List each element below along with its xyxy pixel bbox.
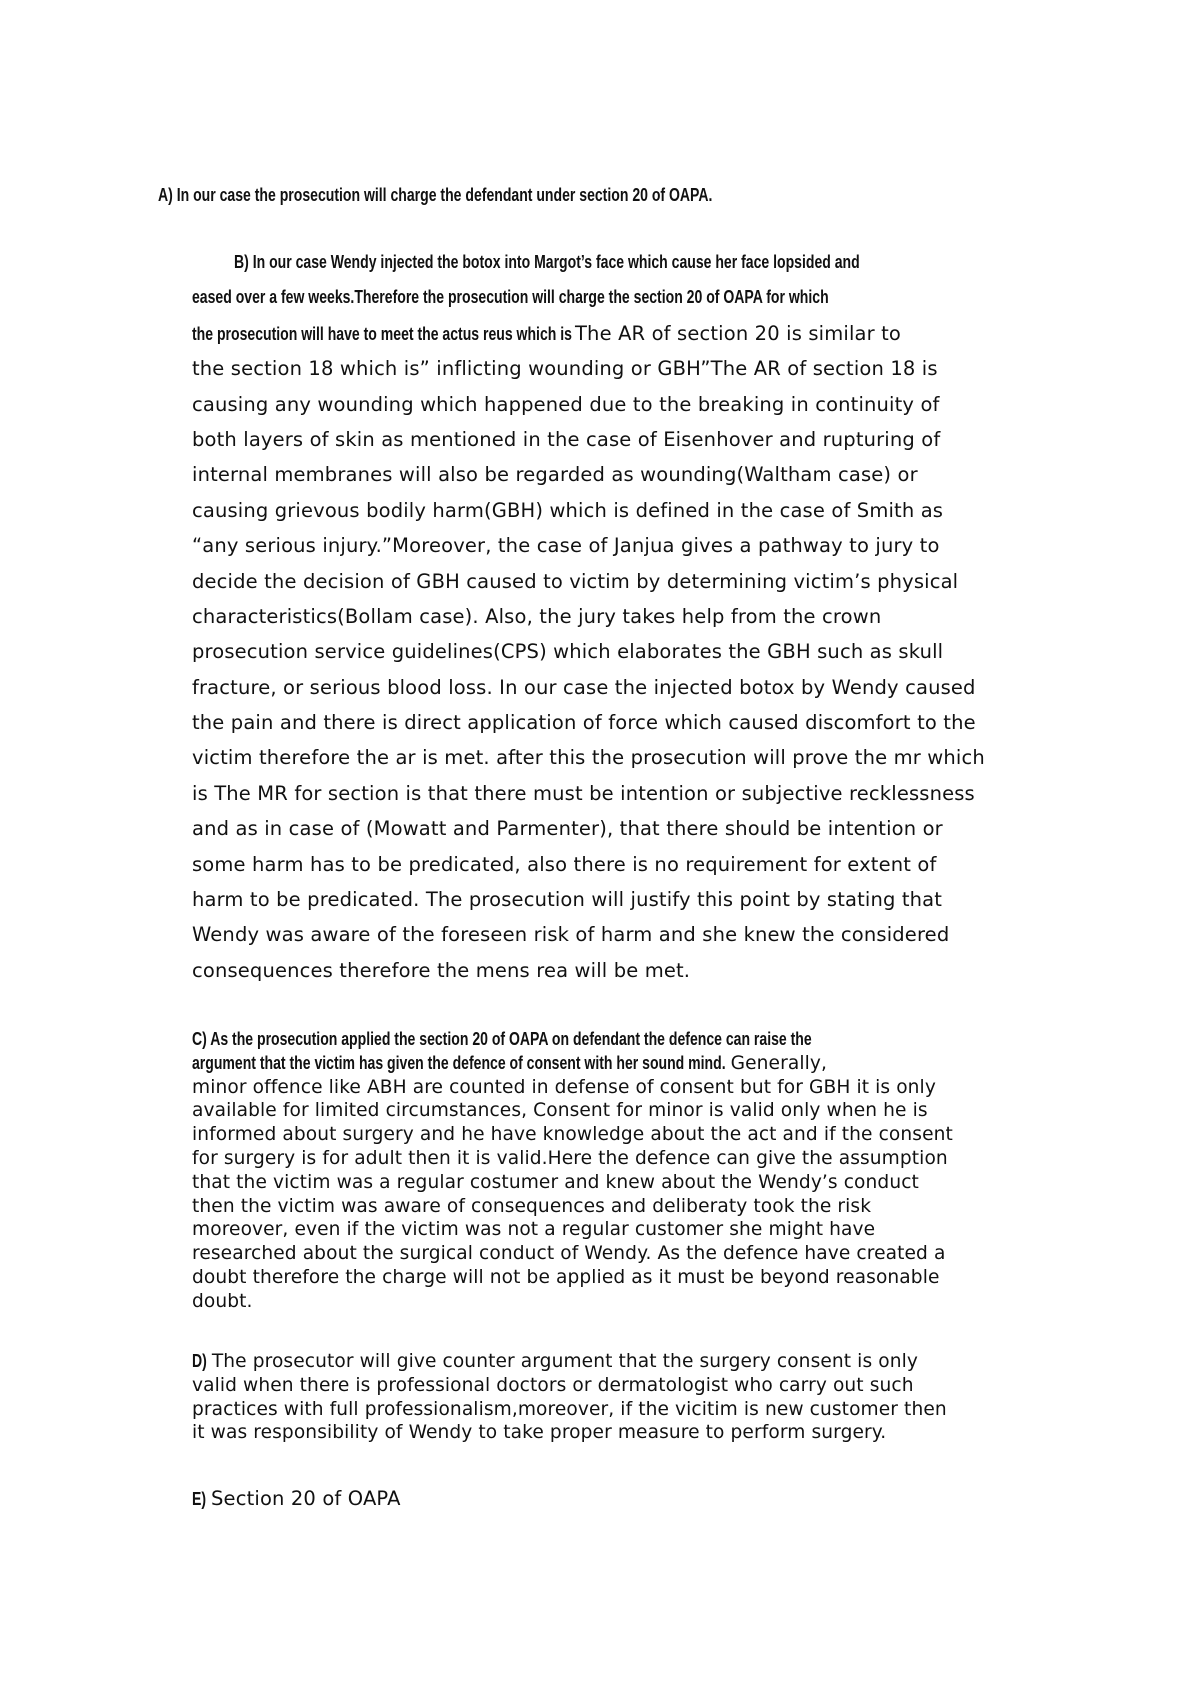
paragraph-b-text: causing grievous bodily harm(GBH) which is defined in the case of Smith as [192,498,944,522]
paragraph-c-text: available for limited circumstances, Consent for minor is valid only when he is [192,1100,928,1122]
paragraph-b-text: the section 18 which is” inflicting wounding or GBH”The AR of section 18 is [192,357,938,381]
paragraph-c-text: minor offence like ABH are counted in defense of consent but for GBH it is only [192,1076,936,1098]
paragraph-b-line [192,811,1052,846]
paragraph-c-line [192,1266,1032,1290]
paragraph-b-line [192,457,1052,492]
paragraph-b-line [192,316,1052,351]
paragraph-b-text: victim therefore the ar is met. after this the prosecution will prove the mr which [192,746,985,770]
paragraph-d-line [192,1421,1032,1445]
paragraph-c-line [192,1195,1032,1219]
paragraph-c-line [192,1052,1032,1076]
paragraph-c-bold-text: argument that the victim has given the defence of consent with her sound mind. [192,1052,726,1073]
paragraph-c-text: informed about surgery and he have knowledge about the act and if the consent [192,1124,953,1146]
paragraph-b-text: both layers of skin as mentioned in the case of Eisenhover and rupturing of [192,427,941,451]
paragraph-c-text: doubt. [192,1290,253,1312]
paragraph-b-text: characteristics(Bollam case). Also, the jury takes help from the crown [192,604,882,628]
paragraph-c-mixed-line [192,1052,827,1077]
paragraph-c [192,1028,1032,1314]
paragraph-d-mixed-line [192,1350,918,1375]
paragraph-b-line [192,351,1052,386]
paragraph-b-text: internal membranes will also be regarded as wounding(Waltham case) or [192,463,918,487]
paragraph-d [192,1350,1032,1445]
paragraph-b-line [192,280,1052,315]
paragraph-b-line [192,670,1052,705]
paragraph-b-line [192,387,1052,422]
paragraph-c-line [192,1290,1032,1314]
paragraph-e-mark: E) [192,1489,207,1509]
paragraph-c-text: that the victim was a regular costumer and knew about the Wendy’s conduct [192,1171,919,1193]
paragraph-e-text: Section 20 of OAPA [211,1487,401,1510]
paragraph-b-mixed-line [192,316,901,353]
paragraph-b-text: some harm has to be predicated, also there is no requirement for extent of [192,852,937,876]
paragraph-b-line [192,422,1052,457]
paragraph-b-line [192,634,1052,669]
paragraph-d-line [192,1398,1032,1422]
paragraph-c-line [192,1171,1032,1195]
paragraph-d-mark: D) [192,1351,207,1371]
paragraph-b-text: the pain and there is direct application of force which caused discomfort to the [192,711,976,735]
paragraph-b-line [192,882,1052,917]
paragraph-b-line [192,528,1052,563]
paragraph-b-text: prosecution service guidelines(CPS) which elaborates the GBH such as skull [192,640,944,664]
paragraph-b-bold-text: eased over a few weeks.Therefore the prosecution will charge the section 20 of OAPA for which [192,287,829,308]
paragraph-e [192,1487,401,1510]
paragraph-c-text: for surgery is for adult then it is valid.Here the defence can give the assumption [192,1147,948,1169]
paragraph-b-line [192,245,1052,280]
paragraph-b-line [192,776,1052,811]
paragraph-b-bold-text: the prosecution will have to meet the actus reus which is [192,323,572,344]
paragraph-c-bold-text: C) As the prosecution applied the section 20 of OAPA on defendant the defence can raise the [192,1029,812,1049]
paragraph-b-line [192,917,1052,952]
paragraph-b-text: causing any wounding which happened due to the breaking in continuity of [192,392,940,416]
paragraph-a [158,185,869,206]
paragraph-c-line [192,1076,1032,1100]
paragraph-b-line [192,847,1052,882]
paragraph-c-line [192,1028,1032,1052]
paragraph-b-line [192,705,1052,740]
paragraph-b-text: is The MR for section is that there must be intention or subjective recklessness [192,781,975,805]
paragraph-d-line [192,1350,1032,1374]
paragraph-b-text: fracture, or serious blood loss. In our case the injected botox by Wendy caused [192,675,976,699]
paragraph-d-line [192,1374,1032,1398]
paragraph-c-text: moreover, even if the victim was not a regular customer she might have [192,1219,876,1241]
paragraph-c-line [192,1218,1032,1242]
paragraph-b-line [192,599,1052,634]
paragraph-b-text: Wendy was aware of the foreseen risk of harm and she knew the considered [192,923,950,947]
paragraph-d-text: it was responsibility of Wendy to take proper measure to perform surgery. [192,1422,887,1444]
paragraph-b-line [192,953,1052,988]
paragraph-b-line [192,564,1052,599]
paragraph-b-text: harm to be predicated. The prosecution will justify this point by stating that [192,888,943,912]
paragraph-c-line [192,1147,1032,1171]
paragraph-b-text: “any serious injury.”Moreover, the case of Janjua gives a pathway to jury to [192,534,940,558]
paragraph-b [192,245,1052,988]
paragraph-c-text: researched about the surgical conduct of Wendy. As the defence have created a [192,1243,946,1265]
paragraph-b-text: decide the decision of GBH caused to victim by determining victim’s physical [192,569,959,593]
paragraph-b-line [192,740,1052,775]
paragraph-d-text: valid when there is professional doctors or dermatologist who carry out such [192,1374,914,1396]
paragraph-c-line [192,1123,1032,1147]
paragraph-a-text: A) In our case the prosecution will charge the defendant under section 20 of OAPA. [158,185,713,205]
paragraph-d-text: practices with full professionalism,moreover, if the vicitim is new customer then [192,1398,947,1420]
paragraph-d-text: The prosecutor will give counter argument that the surgery consent is only [211,1351,918,1372]
paragraph-b-bold-text: B) In our case Wendy injected the botox into Margot’s face which cause her face lopsided and [234,252,860,272]
paragraph-c-text: then the victim was aware of consequences and deliberaty took the risk [192,1195,872,1217]
paragraph-b-line [192,493,1052,528]
paragraph-c-line [192,1099,1032,1123]
paragraph-e-line [192,1487,401,1510]
paragraph-b-text: The AR of section 20 is similar to [575,321,902,345]
paragraph-c-text: doubt therefore the charge will not be applied as it must be beyond reasonable [192,1266,940,1288]
paragraph-b-text: consequences therefore the mens rea will be met. [192,958,691,982]
paragraph-b-text: and as in case of (Mowatt and Parmenter), that there should be intention or [192,817,943,841]
paragraph-c-text: Generally, [730,1052,827,1074]
paragraph-c-line [192,1242,1032,1266]
